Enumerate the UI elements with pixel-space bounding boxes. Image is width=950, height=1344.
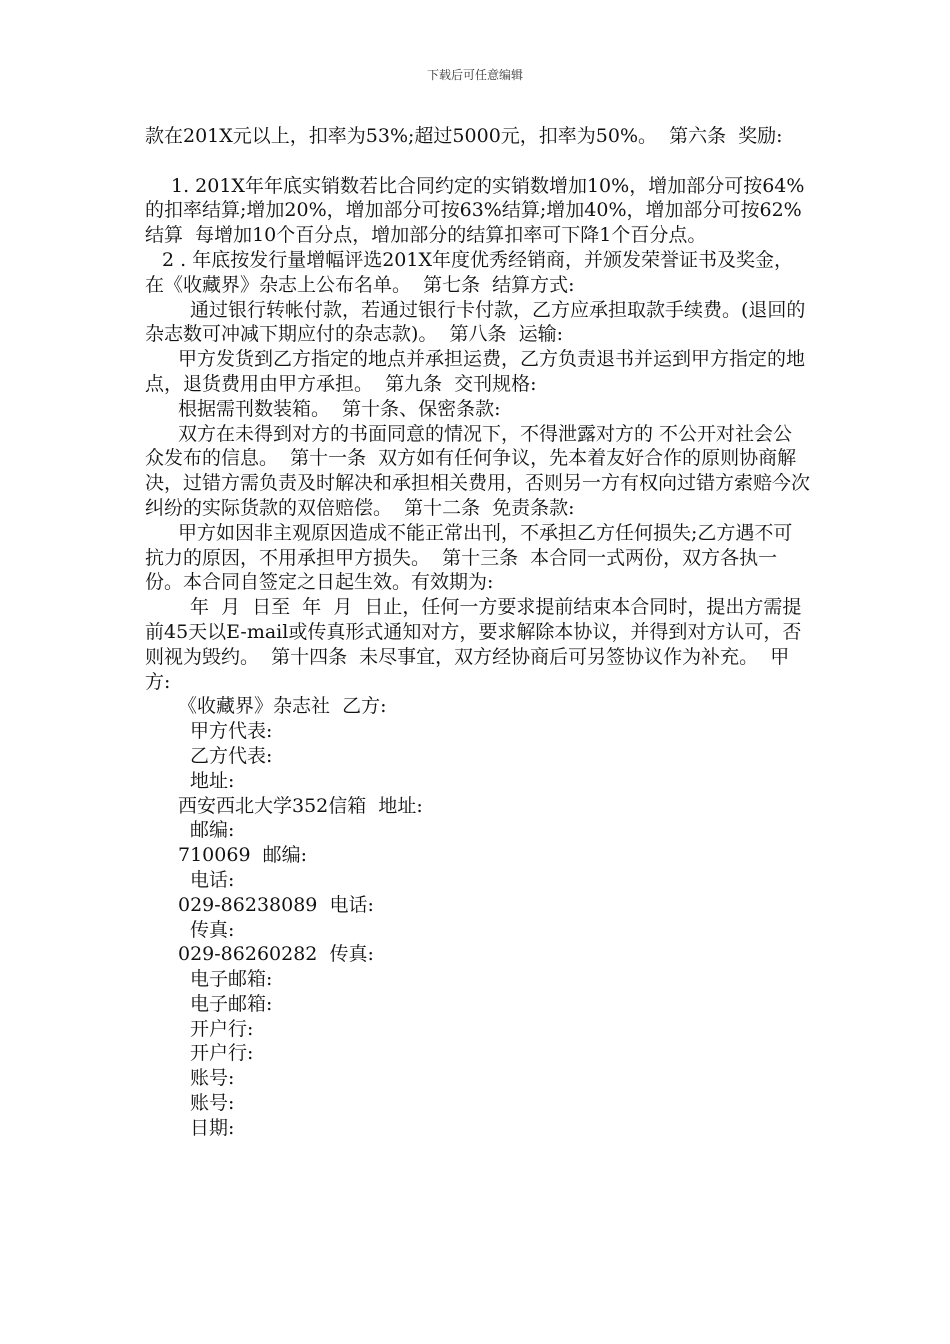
- contract-paragraph: 地址:: [190, 769, 235, 792]
- page-header: 下载后可任意编辑: [426, 68, 523, 82]
- contract-paragraph: 乙方代表:: [190, 744, 273, 767]
- contract-paragraph: 029-86260282 传真:: [178, 943, 374, 966]
- contract-paragraph: 开户行:: [190, 1017, 254, 1040]
- contract-paragraph: 电子邮箱:: [190, 968, 273, 991]
- contract-paragraph: 《收藏界》杂志社 乙方:: [178, 695, 387, 718]
- contract-paragraph: 2 . 年底按发行量增幅评选201X年度优秀经销商，并颁发荣誉证书及奖金，在《收藏界》杂志上公布名单。 第七条 结算方式:: [145, 248, 794, 296]
- contract-paragraph: 电话:: [190, 868, 235, 891]
- contract-paragraph: 710069 邮编:: [178, 844, 308, 867]
- contract-paragraph: 账号:: [190, 1067, 235, 1090]
- contract-paragraph: 甲方代表:: [190, 720, 273, 743]
- contract-paragraph: 账号:: [190, 1092, 235, 1115]
- contract-paragraph: 双方在未得到对方的书面同意的情况下，不得泄露对方的 不公开对社会公众发布的信息。 第十一条 双方如有任何争议，先本着友好合作的原则协商解决，过错方需负责及时解决和承担相关费用，否则另一方有权向过错方索赔今次纠纷的实际货款的双倍赔偿。 第十二条 免责条款:: [145, 422, 811, 519]
- contract-paragraph: 年 月 日至 年 月 日止，任何一方要求提前结束本合同时，提出方需提前45天以E-mail或传真形式通知对方，要求解除本协议，并得到对方认可，否则视为毁约。 第十四条 未尽事宜，双方经协商后可另签协议作为补充。 甲方:: [145, 596, 802, 693]
- contract-paragraph: [145, 149, 810, 174]
- contract-paragraph: 1. 201X年年底实销数若比合同约定的实销数增加10%，增加部分可按64%的扣率结算;增加20%，增加部分可按63%结算;增加40%，增加部分可按62%结算 每增加10个百分点，增加部分的结算扣率可下降1个百分点。: [145, 174, 805, 247]
- contract-paragraph: 开户行:: [190, 1042, 254, 1065]
- contract-paragraph: 传真:: [190, 918, 235, 941]
- contract-paragraph: 电子邮箱:: [190, 992, 273, 1015]
- contract-paragraph: 甲方发货到乙方指定的地点并承担运费，乙方负责退书并运到甲方指定的地点，退货费用由甲方承担。 第九条 交刊规格:: [145, 348, 806, 395]
- contract-paragraph: 邮编:: [190, 819, 235, 842]
- contract-paragraph: 甲方如因非主观原因造成不能正常出刊，不承担乙方任何损失;乙方遇不可抗力的原因，不用承担甲方损失。 第十三条 本合同一式两份，双方各执一份。本合同自签定之日起生效。有效期为:: [145, 521, 793, 594]
- contract-paragraph: 日期:: [190, 1116, 235, 1139]
- contract-paragraph: 西安西北大学352信箱 地址:: [178, 794, 423, 817]
- contract-paragraph: 通过银行转帐付款，若通过银行卡付款，乙方应承担取款手续费。(退回的杂志数可冲减下期应付的杂志款)。 第八条 运输:: [145, 298, 806, 346]
- contract-paragraph: 029-86238089 电话:: [178, 893, 374, 916]
- document-body: [145, 124, 810, 1141]
- contract-paragraph: 款在201X元以上，扣率为53%;超过5000元，扣率为50%。 第六条 奖励:: [145, 125, 783, 147]
- contract-paragraph: 根据需刊数装箱。 第十条、保密条款:: [178, 397, 501, 420]
